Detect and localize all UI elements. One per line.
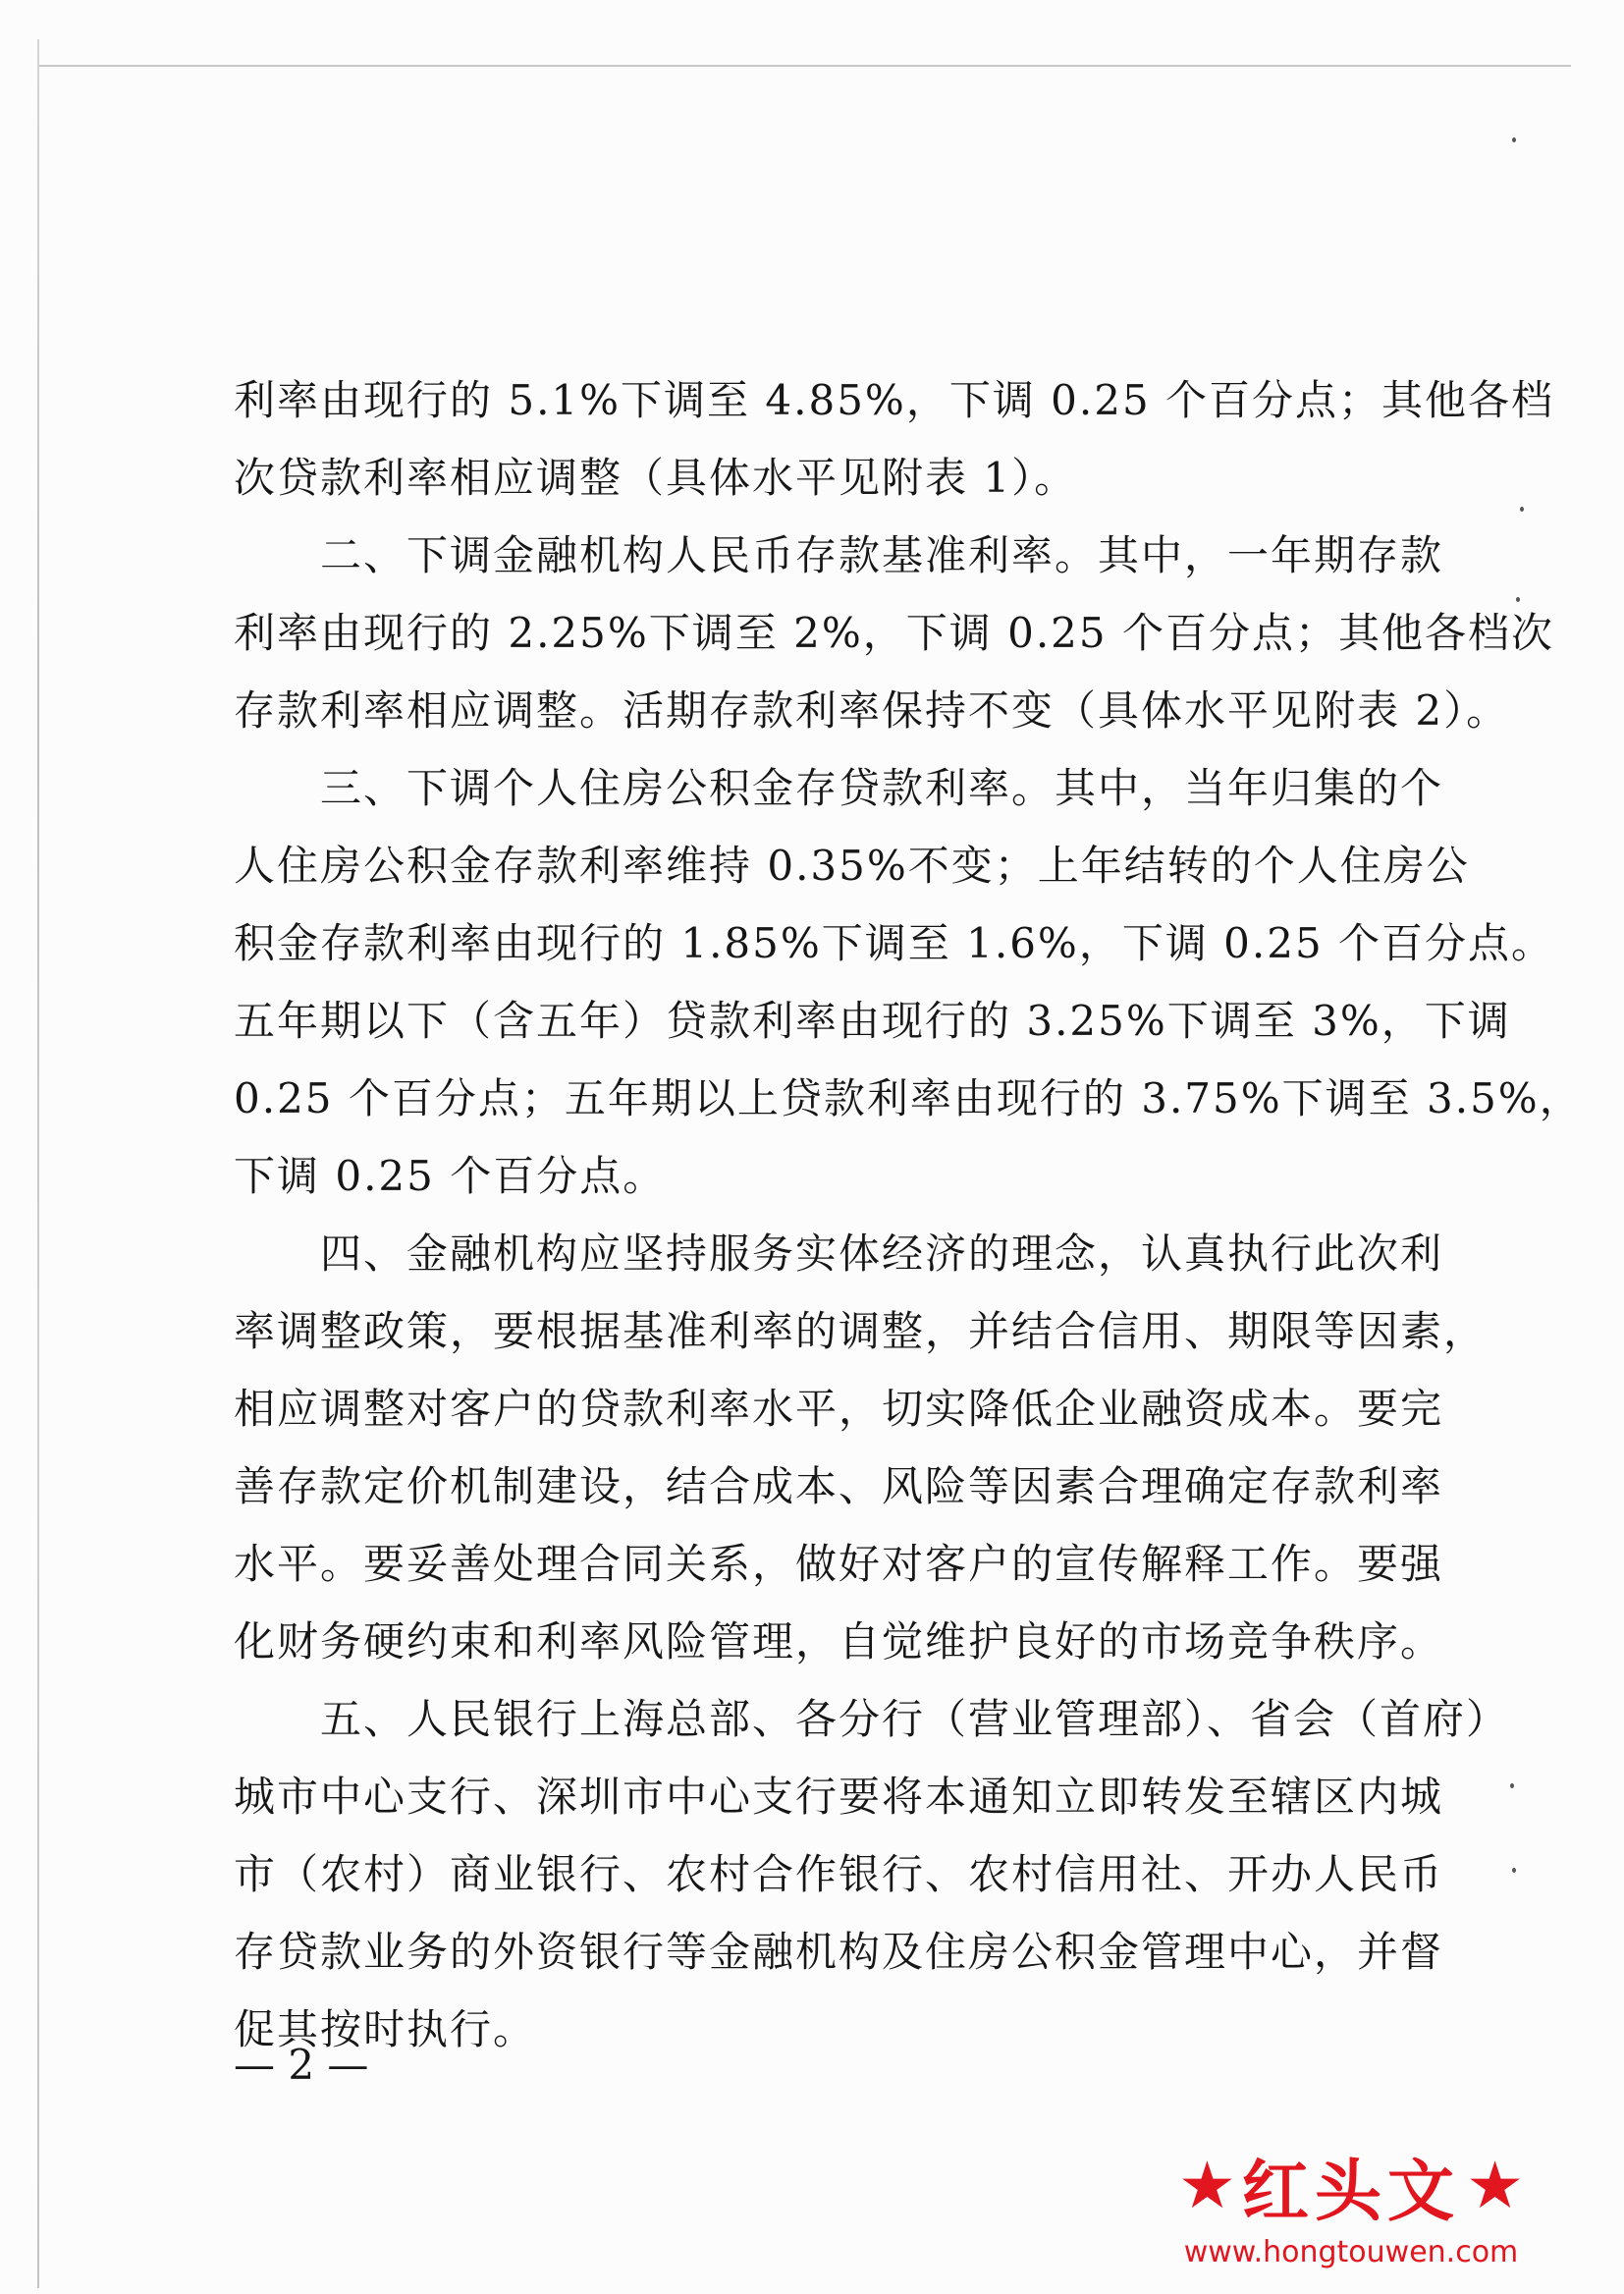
watermark-title — [1086, 2139, 1616, 2233]
body-line: 四、金融机构应坚持服务实体经济的理念，认真执行此次利 — [320, 1229, 1444, 1278]
body-line: 利率由现行的 5.1%下调至 4.85%，下调 0.25 个百分点；其他各档 — [234, 376, 1555, 424]
body-line: 相应调整对客户的贷款利率水平，切实降低企业融资成本。要完 — [234, 1385, 1444, 1433]
scan-speck — [1510, 1783, 1514, 1788]
body-line: 五、人民银行上海总部、各分行（营业管理部）、省会（首府） — [320, 1695, 1510, 1743]
scan-edge-left — [37, 39, 39, 2288]
body-line: 0.25 个百分点；五年期以上贷款利率由现行的 3.75%下调至 3.5%， — [234, 1074, 1583, 1122]
body-line: 水平。要妥善处理合同关系，做好对客户的宣传解释工作。要强 — [234, 1540, 1444, 1588]
scan-speck — [1512, 1868, 1516, 1873]
body-line: 城市中心支行、深圳市中心支行要将本通知立即转发至辖区内城 — [234, 1773, 1444, 1821]
body-line: 次贷款利率相应调整（具体水平见附表 1）。 — [234, 454, 1078, 502]
body-line: 市（农村）商业银行、农村合作银行、农村信用社、开办人民币 — [234, 1850, 1444, 1898]
body-line: 利率由现行的 2.25%下调至 2%，下调 0.25 个百分点；其他各档次 — [234, 609, 1554, 657]
star-icon: ★ — [1177, 2148, 1236, 2223]
site-watermark — [1086, 2139, 1616, 2286]
scan-speck — [1512, 137, 1516, 142]
body-line: 二、下调金融机构人民币存款基准利率。其中，一年期存款 — [320, 531, 1444, 579]
body-line: 化财务硬约束和利率风险管理，自觉维护良好的市场竞争秩序。 — [234, 1617, 1444, 1666]
watermark-url: www.hongtouwen.com — [1183, 2235, 1519, 2269]
body-line: 存款利率相应调整。活期存款利率保持不变（具体水平见附表 2）。 — [234, 686, 1510, 735]
scan-speck — [1520, 507, 1524, 512]
body-line: 率调整政策，要根据基准利率的调整，并结合信用、期限等因素， — [234, 1307, 1488, 1355]
body-line: 积金存款利率由现行的 1.85%下调至 1.6%，下调 0.25 个百分点。 — [234, 919, 1555, 967]
body-line: 五年期以下（含五年）贷款利率由现行的 3.25%下调至 3%，下调 — [234, 997, 1511, 1045]
watermark-name: 红头文 — [1241, 2153, 1460, 2231]
body-line: 三、下调个人住房公积金存贷款利率。其中，当年归集的个 — [320, 764, 1444, 812]
star-icon: ★ — [1466, 2148, 1525, 2223]
body-line: 存贷款业务的外资银行等金融机构及住房公积金管理中心，并督 — [234, 1928, 1444, 1976]
page-number: — 2 — — [234, 2041, 369, 2089]
body-line: 人住房公积金存款利率维持 0.35%不变；上年结转的个人住房公 — [234, 842, 1470, 890]
document-body — [234, 361, 1583, 2068]
body-line: 善存款定价机制建设，结合成本、风险等因素合理确定存款利率 — [234, 1462, 1444, 1510]
scan-speck — [1516, 597, 1520, 602]
scan-edge-top — [39, 65, 1571, 67]
body-line: 促其按时执行。 — [234, 2005, 537, 2053]
body-line: 下调 0.25 个百分点。 — [234, 1152, 667, 1200]
